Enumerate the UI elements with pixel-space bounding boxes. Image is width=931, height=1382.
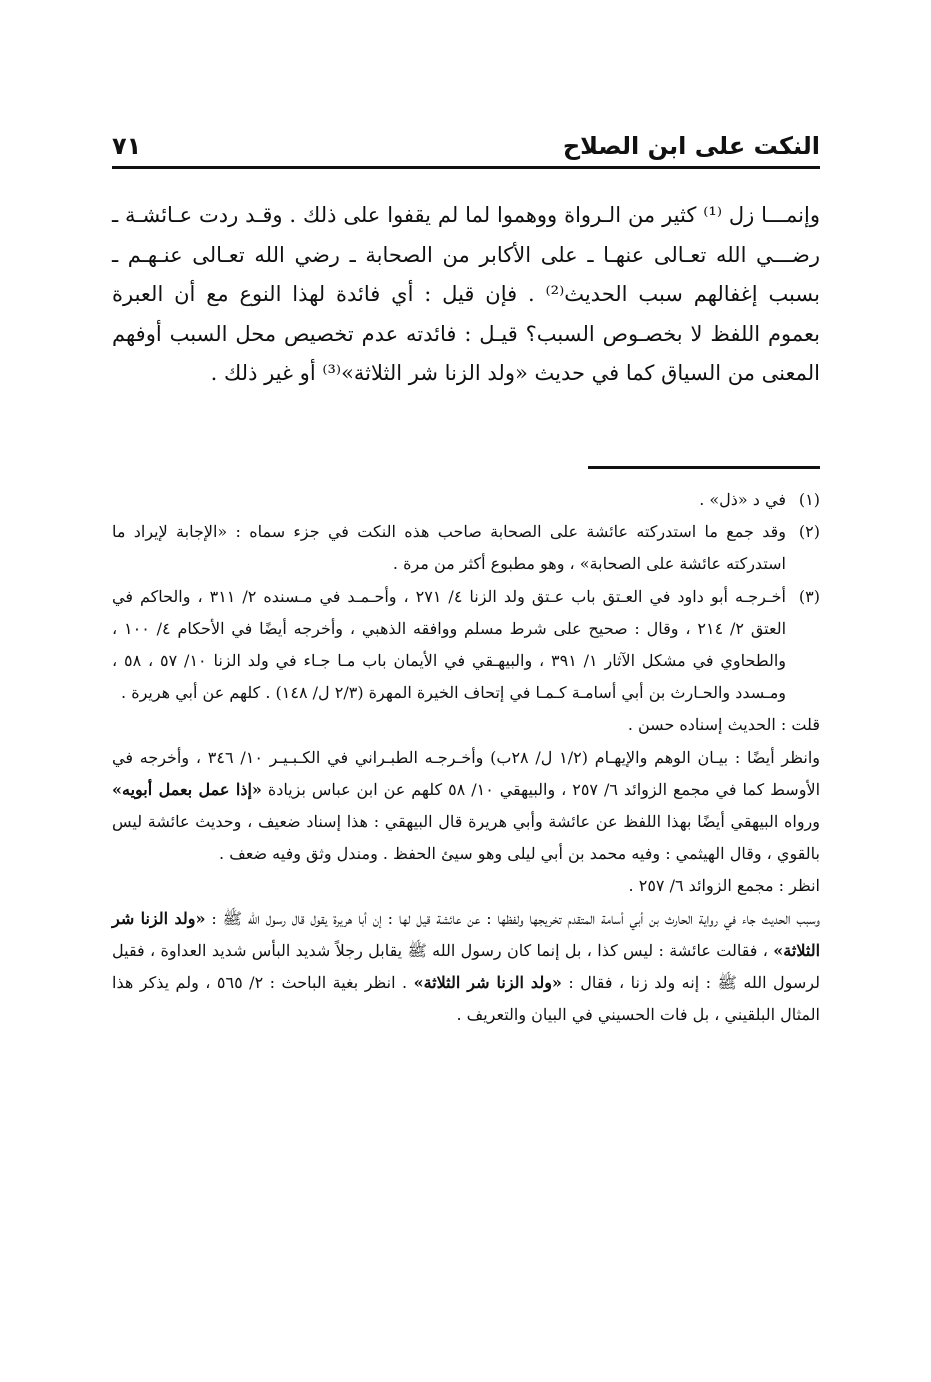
quoted-phrase: «ولد الزنا شر الثلاثة» bbox=[112, 908, 821, 960]
footnote-text bbox=[112, 581, 786, 710]
footnote-paragraph: انظر : مجمع الزوائد ٦/ ٢٥٧ . bbox=[628, 876, 820, 896]
footnote-number: (٣) bbox=[798, 586, 820, 606]
footnote-2 bbox=[112, 516, 820, 580]
footnote-separator bbox=[588, 466, 820, 469]
footnote-number: (٢) bbox=[798, 522, 820, 542]
quoted-phrase: «ولد الزنا شر الثلاثة» bbox=[413, 973, 562, 993]
main-paragraph: وإنمـــا زل ⁽¹⁾ كثير من الـرواة ووهموا لما لم يقفوا على ذلك . وقـد ردت عـائشـة ـ رضـــي الله تعـالى عنهـا ـ على الأكابر من الصحابة ـ رضي الله تعـالى عنـهـم ـ بسبب إغفالهم سبب الحديث⁽²⁾ . فإن قيل : أي فائدة لهذا النوع مع أن العبرة بعموم اللفظ لا بخصـوص السبب؟ قيـل : فائدته عدم تخصيص محل السبب أوفهم المعنى من السياق كما في حديث «ولد الزنا شر الثلاثة»⁽³⁾ أو غير ذلك . bbox=[112, 203, 820, 385]
text-run: . انظر بغية الباحث : ٢/ ٥٦٥ ، ولم يذكر هذا المثال البلقيني ، بل فات الحسيني في البيان والتعريف . bbox=[112, 973, 820, 1025]
footnote-paragraph: قلت : الحديث إسناده حسن . bbox=[627, 715, 820, 735]
footnote-1 bbox=[112, 484, 820, 516]
footnote-paragraph: أخـرجـه أبو داود في العـتق باب عـتق ولد الزنا ٤/ ٢٧١ ، وأحـمـد في مـسنده ٢/ ٣١١ ، والحاكم في العتق ٢/ ٢١٤ ، وقال : صحيح على شرط مسلم ووافقه الذهبي ، وأخرجه أيضًا في الأحكام ٤/ ١٠٠ ، والطحاوي في مشكل الآثار ١/ ٣٩١ ، والبيهـقي في الأيمان باب مـا جـاء في ولد الزنا ١٠/ ٥٧ ، ٥٨ ، ومـسدد والحـارث بن أبي أسامـة كـمـا في إتحاف الخيرة المهرة (٢/٣ ل/ ١٤٨) . كلهم عن أبي هريرة . bbox=[112, 586, 787, 703]
footnote-paragraph bbox=[112, 742, 820, 871]
text-run: ورواه البيهقي أيضًا بهذا اللفظ عن عائشة وأبي هريرة قال البيهقي : هذا إسناد ضعيف ، وحديث عائشة ليس بالقوي ، وقال الهيثمي : وفيه محمد بن أبي ليلى وهو سيئ الحفظ . ومندل وثق وفيه ضعف . bbox=[112, 812, 821, 864]
footnote-3 bbox=[112, 581, 820, 710]
footnote-paragraph bbox=[112, 903, 820, 1032]
quoted-phrase: «إذا عمل بعمل أبويه» bbox=[112, 779, 262, 799]
footnote-number: (١) bbox=[798, 490, 820, 509]
page-header bbox=[112, 120, 820, 160]
footnote-continuation bbox=[112, 709, 820, 1031]
footnote-text: في د «ذل» . bbox=[699, 490, 786, 509]
text-run: وانظر أيضًا : بيـان الوهم والإيهـام (١/٢ ل/ ٢٨ب) وأخـرجـه الطبـراني في الكـبـيـر ١٠/ ٣٤٦ ، وأخرجه في الأوسط كما في مجمع الزوائد ٦/ ٢٥٧ ، والبيهقي ١٠/ ٥٨ كلهم عن ابن عباس بزيادة bbox=[112, 747, 821, 799]
footnote-text: وقد جمع ما استدركته عائشة على الصحابة صاحب هذه النكت في جزء سماه : «الإجابة لإيراد ما استدركته عائشة على الصحابة» ، وهو مطبوع أكثر من مرة . bbox=[112, 522, 786, 574]
text-run: وسبب الحديث جاء في رواية الحارث بن أبي أسامة المتقدم تخريجها ولفظها : عن عائشة قيل لها : إن أبا هريرة يقول قال رسول الله ﷺ : bbox=[205, 908, 820, 928]
text-run: ، فقالت عائشة : ليس كذا ، بل إنما كان رسول الله ﷺ يقابل رجلاً شديد البأس شديد العداوة ، فقيل لرسول الله ﷺ : إنه ولد زنا ، فقال : bbox=[112, 940, 820, 993]
running-title: النكت على ابن الصلاح bbox=[562, 132, 820, 160]
header-rule bbox=[112, 166, 820, 169]
page-number: ٧١ bbox=[112, 132, 142, 160]
footnotes bbox=[112, 484, 820, 1031]
